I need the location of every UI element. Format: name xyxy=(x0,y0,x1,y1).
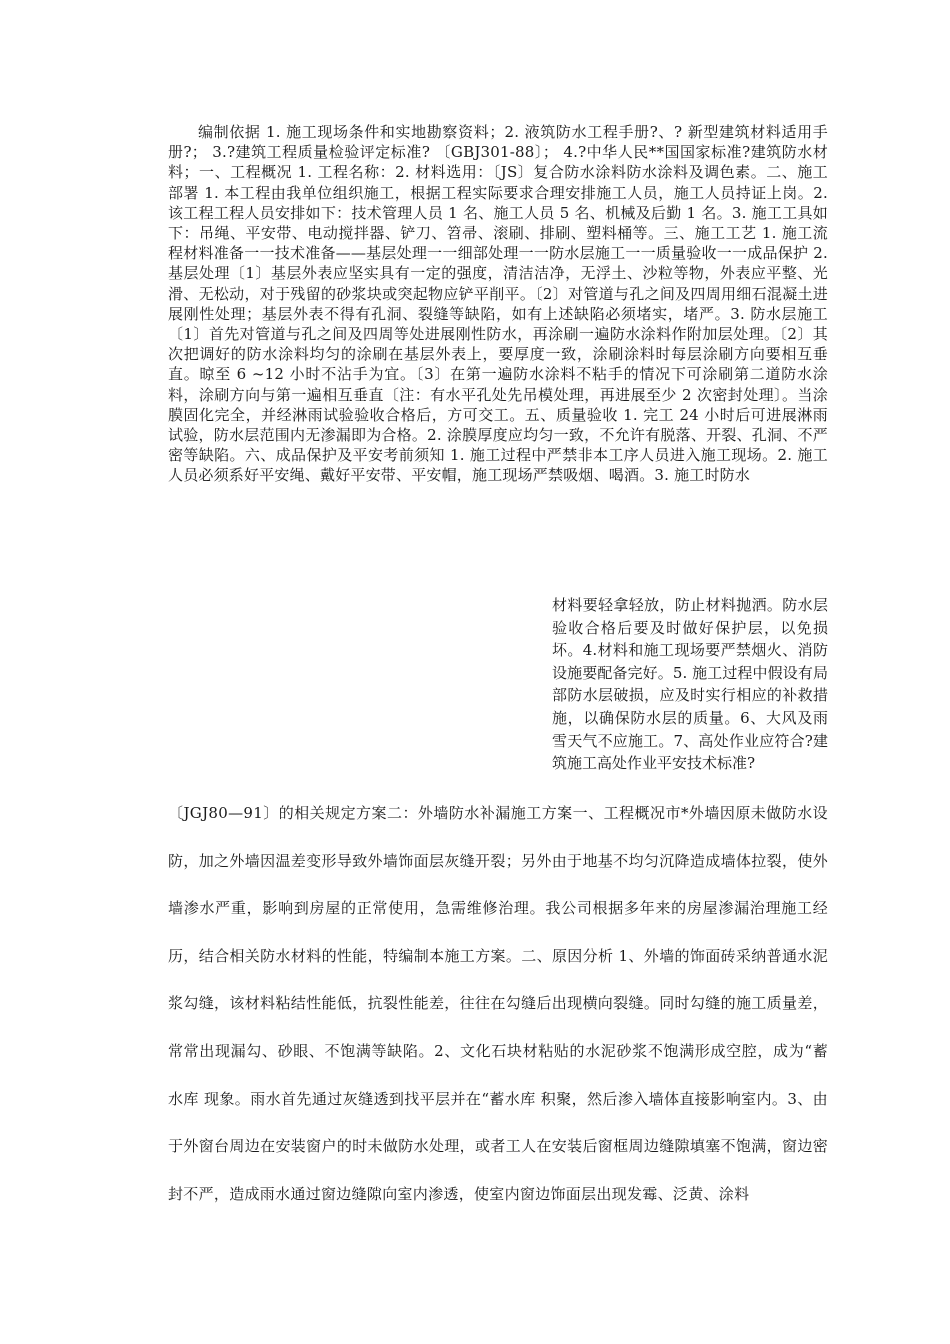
body-paragraph-3: 〔JGJ80—91〕的相关规定方案二：外墙防水补漏施工方案一、工程概况市*外墙因原未做防水设防，加之外墙因温差变形导致外墙饰面层灰缝开裂；另外由于地基不均匀沉降造成墙体拉裂，使外墙渗水严重，影响到房屋的正常使用，急需维修治理。我公司根据多年来的房屋渗漏治理施工经历，结合相关防水材料的性能，特编制本施工方案。二、原因分析 1、外墙的饰面砖采纳普通水泥浆勾缝，该材料粘结性能低，抗裂性能差，往往在勾缝后出现横向裂缝。同时勾缝的施工质量差，常常出现漏勾、砂眼、不饱满等缺陷。2、文化石块材粘贴的水泥砂浆不饱满形成空腔，成为“蓄水库 现象。雨水首先通过灰缝透到找平层并在“蓄水库 积聚，然后渗入墙体直接影响室内。3、由于外窗台周边在安装窗户的时未做防水处理，或者工人在安装后窗框周边缝隙填塞不饱满，窗边密封不严，造成雨水通过窗边缝隙向室内渗透，使室内窗边饰面层出现发霉、泛黄、涂料 xyxy=(168,804,828,1203)
body-paragraph-1: 编制依据 1. 施工现场条件和实地勘察资料；2. 液筑防水工程手册?、? 新型建筑材料适用手册?； 3.?建筑工程质量检验评定标准? 〔GBJ301-88〕； 4.?中华人民**国国家标准?建筑防水材料；一、工程概况 1. 工程名称：2. 材料选用：〔JS〕复合防水涂料防水涂料及调色素。二、施工部署 1. 本工程由我单位组织施工，根据工程实际要求合理安排施工人员，施工人员持证上岗。2. 该工程工程人员安排如下：技术管理人员 1 名、施工人员 5 名、机械及后勤 1 名。3. 施工工具如下：吊绳、平安带、电动搅拌器、铲刀、笤帚、滚刷、排刷、塑料桶等。三、施工工艺 1. 施工流程材料准备一一技术准备——基层处理一一细部处理一一防水层施工一一质量验收一一成品保护 2. 基层处理〔1〕基层外表应坚实具有一定的强度，清洁洁净，无浮土、沙粒等物，外表应平整、光滑、无松动，对于残留的砂浆块或突起物应铲平削平。〔2〕对管道与孔之间及四周用细石混凝土进展刚性处理；基层外表不得有孔洞、裂缝等缺陷，如有上述缺陷必须堵实，堵严。3. 防水层施工〔1〕首先对管道与孔之间及四周等处进展刚性防水，再涂刷一遍防水涂料作附加层处理。〔2〕其次把调好的防水涂料均匀的涂刷在基层外表上，要厚度一致，涂刷涂料时每层涂刷方向要相互垂直。晾至 6 ~12 小时不沾手为宜。〔3〕在第一遍防水涂料不粘手的情况下可涂刷第二道防水涂料，涂刷方向与第一遍相互垂直〔注：有水平孔处先吊模处理，再进展至少 2 次密封处理〕。当涂膜固化完全，并经淋雨试验验收合格后，方可交工。五、质量验收 1. 完工 24 小时后可进展淋雨试验，防水层范围内无渗漏即为合格。2. 涂膜厚度应均匀一致，不允许有脱落、开裂、孔洞、不严密等缺陷。六、成品保护及平安考前须知 1. 施工过程中严禁非本工序人员进入施工现场。2. 施工人员必须系好平安绳、戴好平安带、平安帽，施工现场严禁吸烟、喝酒。3. 施工时防水 xyxy=(168,123,828,485)
body-paragraph-2: 材料要轻拿轻放，防止材料抛洒。防水层验收合格后要及时做好保护层，以免损坏。4.材料和施工现场要严禁烟火、消防设施要配备完好。5. 施工过程中假设有局部防水层破损，应及时实行相应的补救措施，以确保防水层的质量。6、大风及雨雪天气不应施工。7、高处作业应符合?建筑施工高处作业平安技术标准? xyxy=(552,596,828,773)
